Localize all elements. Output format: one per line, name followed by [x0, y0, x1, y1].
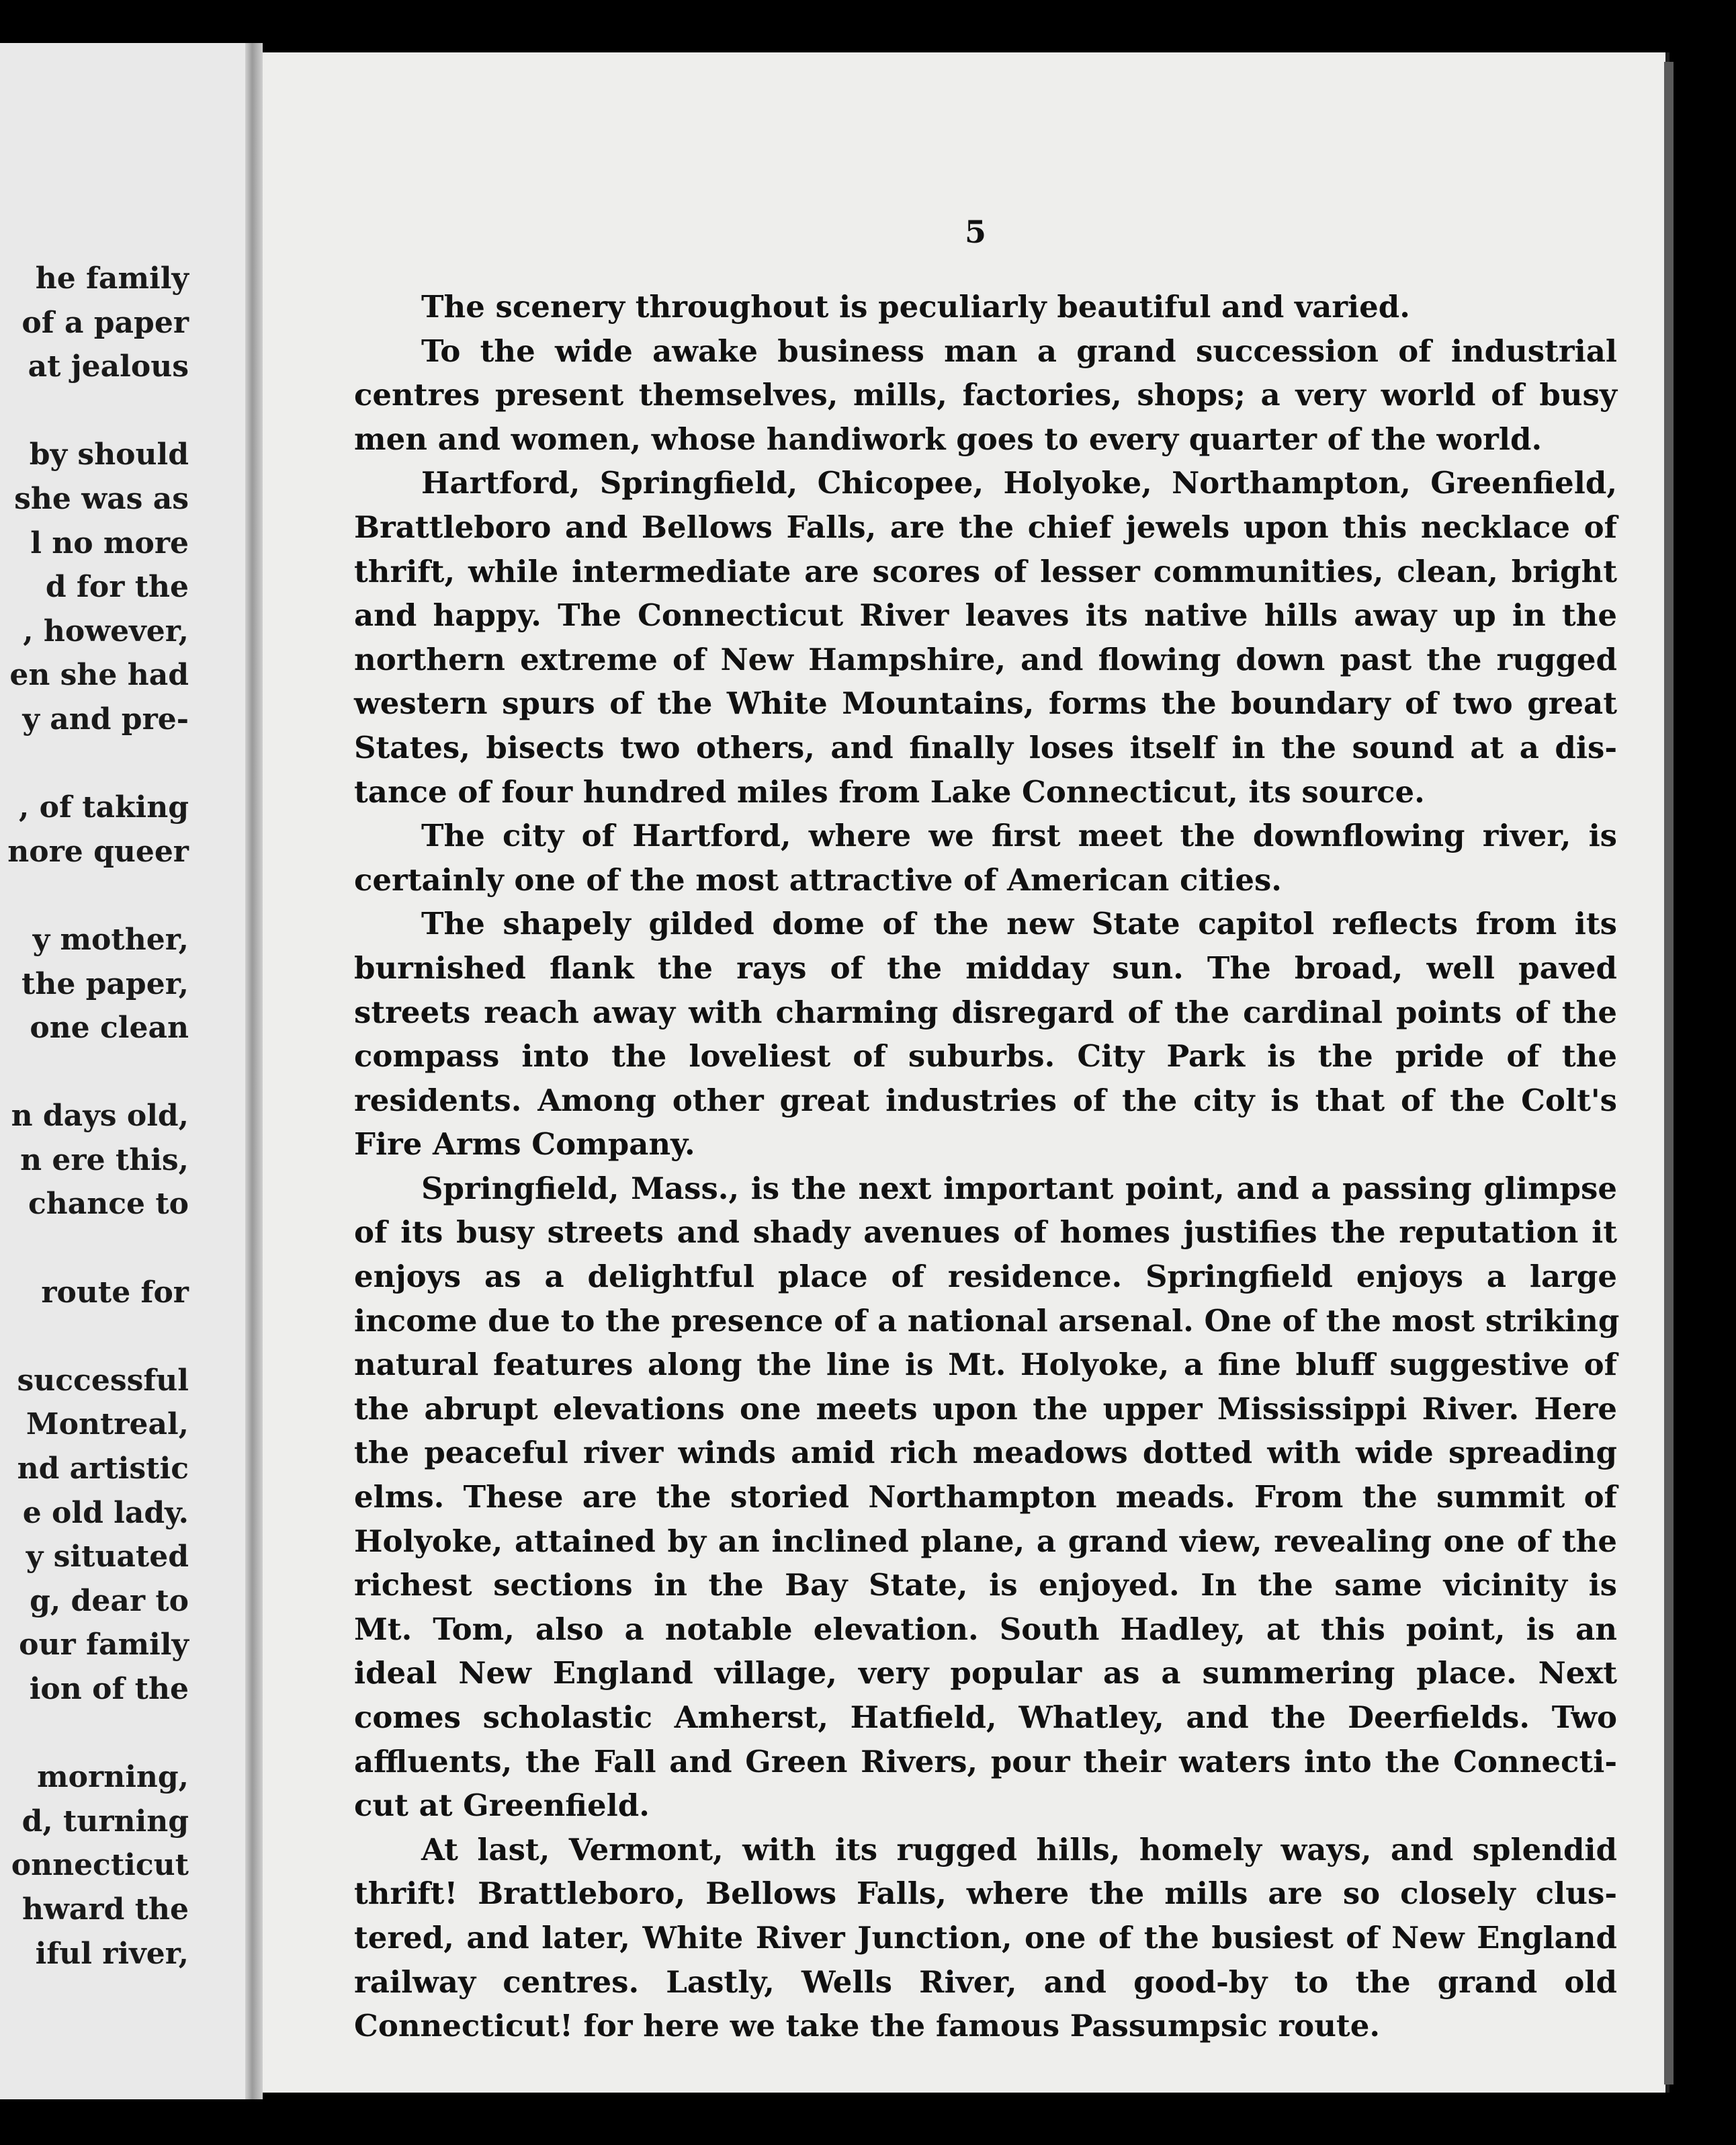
text-line: cut at Greenfield.	[354, 1787, 650, 1824]
left-page-text	[0, 257, 189, 1976]
text-line: the peaceful river winds amid rich meadows dotted with wide spreading	[354, 1435, 1617, 1471]
left-page-line: ion of the	[29, 1672, 189, 1706]
left-page-line: at jealous	[28, 349, 189, 384]
left-page-line: l no more	[30, 525, 189, 560]
left-page-line: nd artistic	[17, 1452, 189, 1486]
text-line: Mt. Tom, also a notable elevation. South Hadley, at this point, is an	[354, 1611, 1617, 1647]
text-line: Holyoke, attained by an inclined plane, a grand view, revealing one of the	[354, 1523, 1617, 1559]
left-page-line: y and pre-	[22, 702, 189, 737]
text-line: northern extreme of New Hampshire, and flowing down past the rugged	[354, 641, 1617, 677]
text-line: richest sections in the Bay State, is enjoyed. In the same vicinity is	[354, 1567, 1617, 1603]
text-line: ideal New England village, very popular as a summering place. Next	[354, 1655, 1617, 1691]
left-page-line: morning,	[37, 1760, 189, 1795]
left-page-line: en she had	[9, 658, 189, 693]
left-page-line	[0, 1314, 189, 1359]
left-page-line: the paper,	[21, 966, 189, 1001]
text-line: certainly one of the most attractive of American cities.	[354, 861, 1282, 898]
left-page-line: one clean	[30, 1011, 189, 1046]
left-page-line: , of taking	[18, 790, 189, 825]
text-line: and happy. The Connecticut River leaves its native hills away up in the	[354, 597, 1617, 634]
text-line: natural features along the line is Mt. Holyoke, a fine bluff suggestive of	[354, 1347, 1617, 1383]
left-page-line: chance to	[28, 1187, 189, 1222]
text-line: The scenery throughout is peculiarly beautiful and varied.	[421, 289, 1410, 325]
text-line: affluents, the Fall and Green Rivers, pour their waters into the Connecti-	[354, 1743, 1617, 1779]
left-page-line: she was as	[14, 481, 189, 516]
page-edge	[1664, 62, 1674, 2085]
text-line: Hartford, Springfield, Chicopee, Holyoke, Northampton, Greenfield,	[421, 465, 1617, 501]
left-page-line: route for	[41, 1275, 189, 1310]
text-line: Springfield, Mass., is the next important point, and a passing glimpse	[421, 1170, 1617, 1206]
left-page-line	[0, 389, 189, 433]
text-line: tered, and later, White River Junction, one of the busiest of New England	[354, 1919, 1617, 1955]
left-page-line: y situated	[26, 1540, 189, 1574]
text-line: tance of four hundred miles from Lake Connecticut, its source.	[354, 773, 1425, 810]
left-page-line: , however,	[23, 614, 189, 648]
text-line: States, bisects two others, and finally loses itself in the sound at a dis-	[354, 729, 1617, 765]
text-line: centres present themselves, mills, factories, shops; a very world of busy	[354, 377, 1617, 413]
left-page-line: of a paper	[21, 305, 189, 340]
text-line: Fire Arms Company.	[354, 1126, 695, 1163]
text-line: Brattleboro and Bellows Falls, are the chief jewels upon this necklace of	[354, 509, 1617, 545]
left-page-line	[0, 742, 189, 786]
left-page-line	[0, 1226, 189, 1271]
text-line: thrift! Brattleboro, Bellows Falls, where the mills are so closely clus-	[354, 1876, 1617, 1912]
text-line: Connecticut! for here we take the famous Passumpsic route.	[354, 2008, 1380, 2044]
text-line: comes scholastic Amherst, Hatfield, Whatley, and the Deerfields. Two	[354, 1699, 1617, 1735]
text-line: The shapely gilded dome of the new State capitol reflects from its	[421, 906, 1617, 942]
left-page-line: d for the	[45, 570, 189, 605]
left-page-line: by should	[29, 437, 189, 472]
left-page-line	[0, 874, 189, 918]
text-line: thrift, while intermediate are scores of lesser communities, clean, bright	[354, 553, 1617, 589]
left-page-line	[0, 1050, 189, 1095]
text-line: western spurs of the White Mountains, forms the boundary of two great	[354, 685, 1617, 722]
left-page-line: e old lady.	[22, 1495, 189, 1530]
left-page-line: n days old,	[11, 1099, 189, 1134]
left-page-line: n ere this,	[20, 1142, 189, 1177]
text-line: of its busy streets and shady avenues of homes justifies the reputation it	[354, 1214, 1617, 1251]
left-page-line: onnecticut	[11, 1848, 189, 1883]
left-page-line: he family	[35, 261, 189, 296]
text-line: The city of Hartford, where we first meet the downflowing river, is	[421, 818, 1617, 854]
page-number: 5	[965, 214, 987, 250]
text-line: At last, Vermont, with its rugged hills, homely ways, and splendid	[421, 1831, 1617, 1867]
text-line: burnished flank the rays of the midday sun. The broad, well paved	[354, 950, 1617, 986]
left-page-line: d, turning	[21, 1804, 189, 1839]
left-page-fragment	[0, 43, 245, 2099]
book-spine	[245, 43, 263, 2099]
text-line: streets reach away with charming disregard of the cardinal points of the	[354, 994, 1617, 1030]
text-line: income due to the presence of a national arsenal. One of the most striking	[354, 1302, 1620, 1339]
text-line: elms. These are the storied Northampton meads. From the summit of	[354, 1479, 1617, 1515]
text-line: men and women, whose handiwork goes to every quarter of the world.	[354, 421, 1543, 457]
left-page-line: Montreal,	[26, 1407, 189, 1442]
left-page-line: successful	[17, 1363, 189, 1398]
left-page-line: our family	[19, 1628, 189, 1663]
left-page-line: nore queer	[7, 834, 189, 869]
left-page-line: y mother,	[32, 922, 189, 957]
text-line: residents. Among other great industries of the city is that of the Colt's	[354, 1082, 1617, 1118]
text-line: railway centres. Lastly, Wells River, and good-by to the grand old	[354, 1964, 1617, 2000]
left-page-line: iful river,	[35, 1936, 189, 1971]
text-line: To the wide awake business man a grand succession of industrial	[421, 333, 1617, 369]
left-page-line: hward the	[22, 1892, 189, 1927]
page-body-text	[354, 285, 1620, 2048]
text-line: the abrupt elevations one meets upon the upper Mississippi River. Here	[354, 1390, 1617, 1427]
left-page-line	[0, 1712, 189, 1756]
text-line: compass into the loveliest of suburbs. City Park is the pride of the	[354, 1038, 1617, 1075]
text-line: enjoys as a delightful place of residence. Springfield enjoys a large	[354, 1259, 1617, 1295]
left-page-line: g, dear to	[30, 1583, 189, 1618]
